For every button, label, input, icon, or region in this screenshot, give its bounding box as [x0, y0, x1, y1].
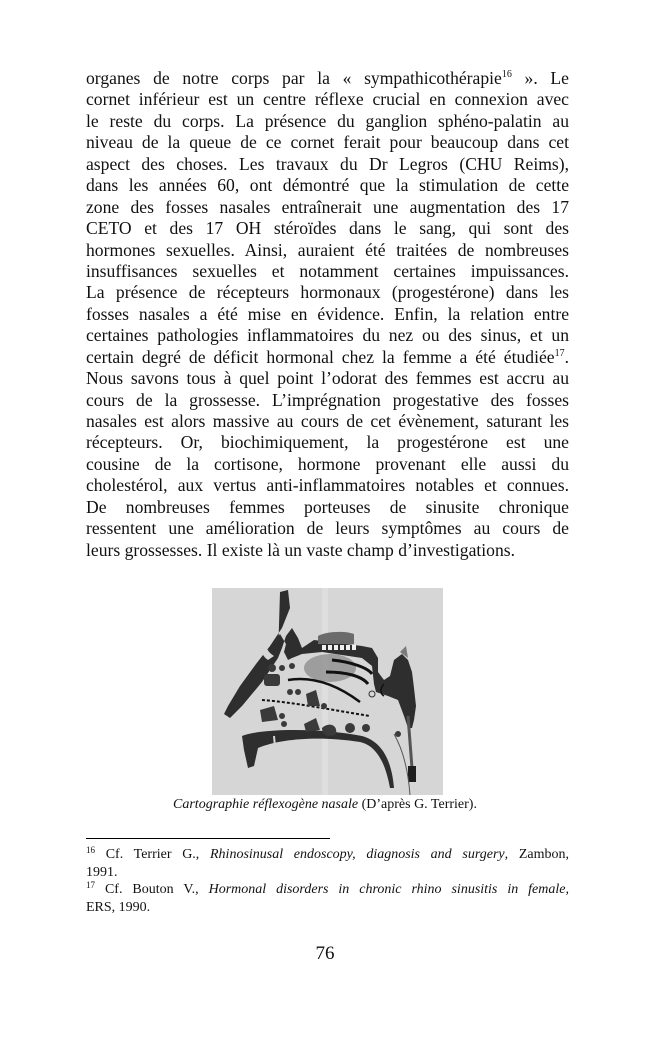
- text-line: hormones sexuelles. Ainsi, auraient été traitées de nombreuses: [86, 239, 569, 260]
- text-line: le reste du corps. La présence du ganglion sphéno-palatin au: [86, 110, 569, 131]
- footnote-16-cont: 1991.: [86, 864, 118, 880]
- footnote-16: $^{16}$ Cf. Terrier G., Rhinosinusal endoscopy, diagnosis and surgery, Zambon,: [86, 845, 569, 862]
- text-line: cousine de la cortisone, hormone provenant elle aussi du: [86, 453, 569, 474]
- caption-credit: (D’après G. Terrier).: [358, 797, 477, 812]
- footnote-ref-16[interactable]: 16: [501, 69, 512, 80]
- body-paragraph: [86, 68, 569, 561]
- text-line: certain degré de déficit hormonal chez la femme a été étudiée$^{17}$.: [86, 346, 569, 367]
- nasal-cavity-illustration: [212, 588, 443, 795]
- figure-caption: [0, 795, 650, 815]
- page-number: 76: [315, 943, 335, 964]
- text-line: récepteurs. Or, biochimiquement, la progestérone est une: [86, 432, 569, 453]
- text-line: Nous savons tous à quel point l’odorat des femmes est accru au: [86, 368, 569, 389]
- text-line: ressentent une amélioration de leurs symptômes au cours de: [86, 518, 569, 539]
- text-line: De nombreuses femmes porteuses de sinusite chronique: [86, 496, 569, 517]
- text-line: insuffisances sexuelles et notamment certaines impuissances.: [86, 260, 569, 281]
- text-line: fosses nasales a été mise en évidence. Enfin, la relation entre: [86, 303, 569, 324]
- text-line: cholestérol, aux vertus anti-inflammatoires notables et connues.: [86, 475, 569, 496]
- text-line: leurs grossesses. Il existe là un vaste champ d’investigations.: [86, 539, 516, 560]
- text-line: organes de notre corps par la « sympathicothérapie$^{16}$ ». Le: [86, 68, 569, 88]
- footnote-ref-17[interactable]: 17: [554, 347, 565, 359]
- text-line: cours de la grossesse. L’imprégnation progestative des fosses: [86, 389, 569, 410]
- footnotes: [86, 846, 569, 916]
- footnote-separator: [86, 838, 330, 839]
- footnote-17-cont: ERS, 1990.: [86, 899, 151, 915]
- text-line: dans les années 60, ont démontré que la stimulation de cette: [86, 175, 569, 196]
- text-line: certaines pathologies inflammatoires du nez ou des sinus, et un: [86, 325, 569, 346]
- footnote-17: $^{17}$ Cf. Bouton V., Hormonal disorders in chronic rhino sinusitis in female,: [86, 880, 569, 897]
- text-line: La présence de récepteurs hormonaux (progestérone) dans les: [86, 282, 569, 303]
- text-line: niveau de la queue de ce cornet ferait pour beaucoup dans cet: [86, 132, 569, 153]
- text-line: nasales est alors massive au cours de cet évènement, saturant les: [86, 411, 569, 431]
- text-line: zone des fosses nasales entraînerait une augmentation des 17: [86, 196, 569, 217]
- text-line: aspect des choses. Les travaux du Dr Legros (CHU Reims),: [86, 153, 569, 174]
- text-line: cornet inférieur est un centre réflexe crucial en connexion avec: [86, 89, 569, 110]
- text-line: CETO et des 17 OH stéroïdes dans le sang, qui sont des: [86, 218, 569, 239]
- caption-title: Cartographie réflexogène nasale: [173, 797, 359, 812]
- nasal-reflex-map-figure: [212, 588, 443, 795]
